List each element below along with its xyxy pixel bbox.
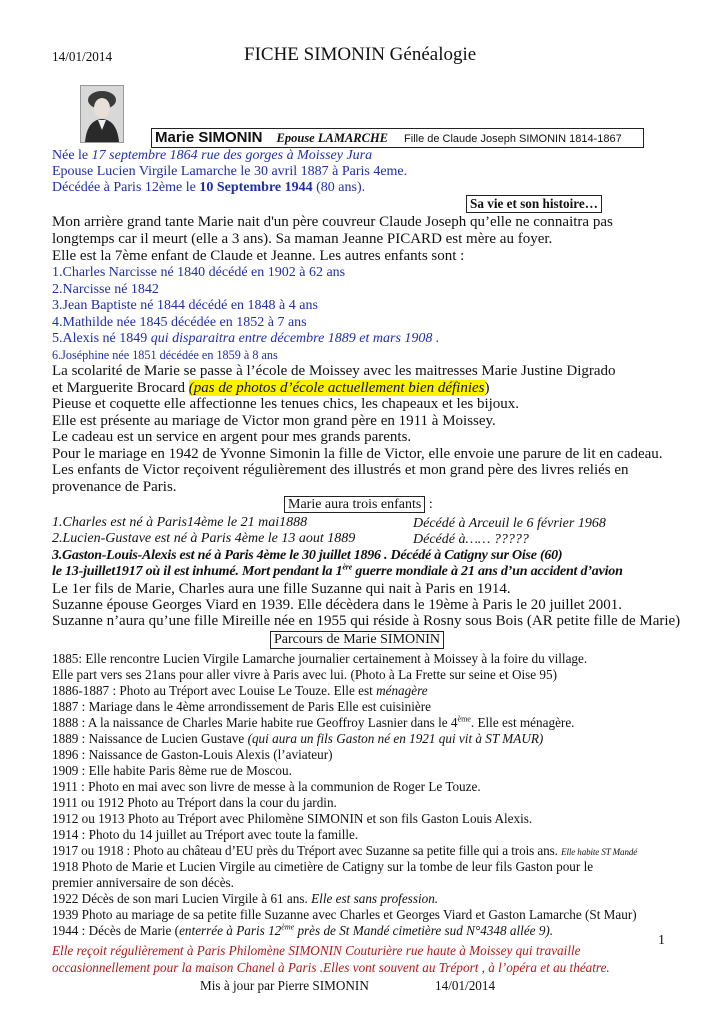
event-1889: 1889 : Naissance de Lucien Gustave (qui aura un fils Gaston né en 1921 qui vit à ST MAUR) xyxy=(52,731,544,746)
event-1911b: 1911 ou 1912 Photo au Tréport dans la cour du jardin. xyxy=(52,795,337,810)
event-1888: 1888 : A la naissance de Charles Marie habite rue Geoffroy Lasnier dans le 4ème. Elle est ménagère. xyxy=(52,714,575,730)
father-info: Fille de Claude Joseph SIMONIN 1814-1867 xyxy=(404,133,622,145)
event-1885b: Elle part vers ses 21ans pour aller vivre à Paris avec lui. (Photo à La Frette sur seine et Oise 95) xyxy=(52,667,558,682)
child-3-death: le 13-juillet1917 où il est inhumé. Mort pendant la 1ère guerre mondiale à 21 ans d’un accident d’avion xyxy=(52,562,623,579)
page-title: FICHE SIMONIN Généalogie xyxy=(244,44,477,65)
school-line-1: La scolarité de Marie se passe à l’école de Moissey avec les maitresses Marie Justine Digrado xyxy=(52,363,616,379)
event-1909: 1909 : Elle habite Paris 8ème rue de Moscou. xyxy=(52,763,292,778)
footer-note-1: Elle reçoit régulièrement à Paris Philomène SIMONIN Couturière rue haute à Moissey qui travaille xyxy=(52,943,581,958)
highlighted-note: (pas de photos d’école actuellement bien définies xyxy=(188,380,485,396)
child-1: 1.Charles est né à Paris14ème le 21 mai1888 xyxy=(52,515,308,530)
grandchild-1: Le 1er fils de Marie, Charles aura une fille Suzanne qui nait à Paris en 1914. xyxy=(52,581,511,597)
event-1887: 1887 : Mariage dans le 4ème arrondissement de Paris Elle est cuisinière xyxy=(52,699,432,714)
parcours-heading: Parcours de Marie SIMONIN xyxy=(270,631,444,649)
event-1922: 1922 Décès de son mari Lucien Virgile à 61 ans. Elle est sans profession. xyxy=(52,891,439,906)
portrait-icon xyxy=(81,86,123,142)
birth-line: Née le 17 septembre 1864 rue des gorges à Moissey Jura xyxy=(52,148,373,163)
sibling-2: 2.Narcisse né 1842 xyxy=(52,282,159,297)
event-1939: 1939 Photo au mariage de sa petite fille Suzanne avec Charles et Georges Viard et Gaston Lamarche (St Maur) xyxy=(52,907,637,922)
children-heading: Marie aura trois enfants : xyxy=(284,497,433,513)
story-s7: Les enfants de Victor reçoivent régulièrement des illustrés et mon grand père des livres reliés en xyxy=(52,462,629,478)
story-p2: longtemps car il meurt (elle a 3 ans). Sa maman Jeanne PICARD est mère au foyer. xyxy=(52,231,553,247)
event-1885: 1885: Elle rencontre Lucien Virgile Lamarche journalier certainement à Moissey à la foire du village. xyxy=(52,651,588,666)
event-1918: 1918 Photo de Marie et Lucien Virgile au cimetière de Catigny sur la tombe de leur fils Gaston pour le xyxy=(52,859,594,874)
portrait-photo xyxy=(80,85,124,143)
sibling-6: 6.Joséphine née 1851 décédée en 1859 à 8 ans xyxy=(52,348,278,362)
event-1886: 1886-1887 : Photo au Tréport avec Louise Le Touze. Elle est ménagère xyxy=(52,683,428,698)
child-2: 2.Lucien-Gustave est né à Paris 4ème le 13 aout 1889 xyxy=(52,531,356,546)
grandchild-2: Suzanne épouse Georges Viard en 1939. Elle décèdera dans le 19ème à Paris le 20 juillet 2001. xyxy=(52,597,623,613)
story-s6: Pour le mariage en 1942 de Yvonne Simonin la fille de Victor, elle envoie une parure de lit en cadeau. xyxy=(52,446,663,462)
event-1911: 1911 : Photo en mai avec son livre de messe à la communion de Roger Le Touze. xyxy=(52,779,481,794)
death-line: Décédée à Paris 12ème le 10 Septembre 1944 (80 ans). xyxy=(52,180,366,195)
page-number: 1 xyxy=(658,933,665,948)
school-line-2: et Marguerite Brocard (pas de photos d’école actuellement bien définies) xyxy=(52,380,490,396)
spouse-name: Epouse LAMARCHE xyxy=(276,131,389,145)
person-name: Marie SIMONIN xyxy=(155,129,263,146)
footer-note-2: occasionnellement pour la maison Chanel à Paris .Elles vont souvent au Tréport , à l’opéra et au théatre. xyxy=(52,960,610,975)
story-s5: Le cadeau est un service en argent pour mes grands parents. xyxy=(52,429,412,445)
sibling-5: 5.Alexis né 1849 qui disparaitra entre décembre 1889 et mars 1908 . xyxy=(52,331,440,346)
event-1914: 1914 : Photo du 14 juillet au Tréport avec toute la famille. xyxy=(52,827,359,842)
story-p3: Elle est la 7ème enfant de Claude et Jeanne. Les autres enfants sont : xyxy=(52,248,465,264)
marriage-line: Epouse Lucien Virgile Lamarche le 30 avril 1887 à Paris 4eme. xyxy=(52,164,408,179)
event-1917: 1917 ou 1918 : Photo au château d’EU près du Tréport avec Suzanne sa petite fille qui a trois ans. Elle habite ST Mandé xyxy=(52,843,638,858)
story-p1: Mon arrière grand tante Marie nait d'un père couvreur Claude Joseph qu’elle ne connaitra pas xyxy=(52,214,613,230)
child-1-death: Décédé à Arceuil le 6 février 1968 xyxy=(413,516,606,531)
identity-box xyxy=(151,128,644,148)
event-1918b: premier anniversaire de son décès. xyxy=(52,875,234,890)
story-heading: Sa vie et son histoire… xyxy=(466,195,602,213)
updated-by: Mis à jour par Pierre SIMONIN xyxy=(200,978,369,993)
event-1912: 1912 ou 1913 Photo au Tréport avec Philomène SIMONIN et son fils Gaston Louis Alexis. xyxy=(52,811,533,826)
sibling-3: 3.Jean Baptiste né 1844 décédé en 1848 à 4 ans xyxy=(52,298,318,313)
child-3: 3.Gaston-Louis-Alexis est né à Paris 4ème le 30 juillet 1896 . Décédé à Catigny sur Oise (60) xyxy=(52,548,563,563)
header-date: 14/01/2014 xyxy=(52,49,113,64)
event-1944: 1944 : Décès de Marie (enterrée à Paris 12ème près de St Mandé cimetière sud N°4348 allée 9). xyxy=(52,922,554,938)
event-1896: 1896 : Naissance de Gaston-Louis Alexis (l’aviateur) xyxy=(52,747,333,762)
updated-date: 14/01/2014 xyxy=(435,978,496,993)
story-s4: Elle est présente au mariage de Victor mon grand père en 1911 à Moissey. xyxy=(52,413,496,429)
sibling-1: 1.Charles Narcisse né 1840 décédé en 1902 à 62 ans xyxy=(52,265,346,280)
story-s8: provenance de Paris. xyxy=(52,479,177,495)
child-2-death: Décédé à…… ????? xyxy=(413,532,529,547)
grandchild-3: Suzanne n’aura qu’une fille Mireille née en 1955 qui réside à Rosny sous Bois (AR petite fille de Marie) xyxy=(52,613,681,629)
sibling-4: 4.Mathilde née 1845 décédée en 1852 à 7 ans xyxy=(52,315,307,330)
story-s3: Pieuse et coquette elle affectionne les tenues chics, les chapeaux et les bijoux. xyxy=(52,396,520,412)
